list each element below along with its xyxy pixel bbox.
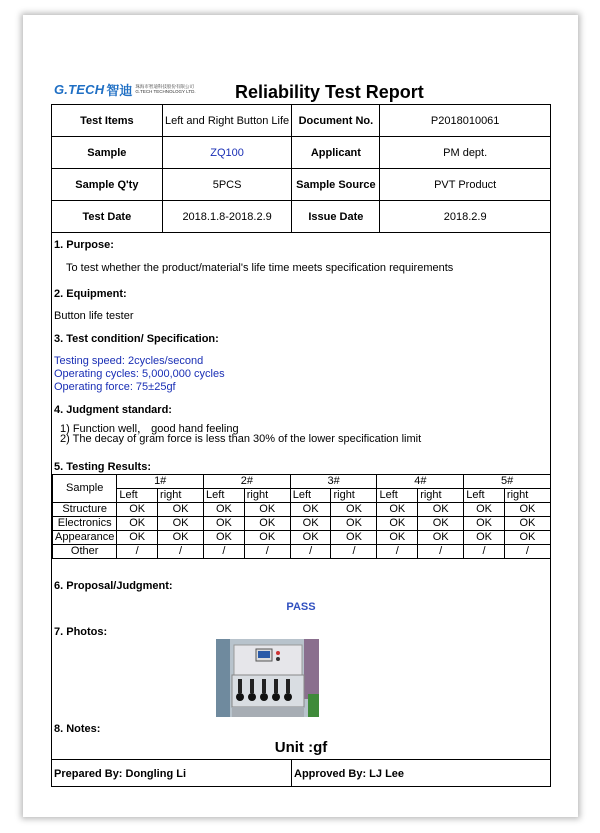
logo-name: G.TECH (54, 81, 105, 97)
photos-heading: 7. Photos: (54, 626, 108, 638)
result-cell: OK (158, 503, 204, 517)
results-side-row (53, 489, 551, 503)
result-cell: OK (377, 517, 418, 531)
sample-number: 4# (377, 475, 464, 489)
results-row (53, 531, 551, 545)
result-cell: / (418, 545, 464, 559)
approved-by: Approved By: LJ Lee (294, 768, 405, 780)
equipment-heading: 2. Equipment: (54, 288, 127, 300)
side-label: Left (377, 489, 418, 503)
header-row (52, 201, 551, 233)
side-label: right (331, 489, 377, 503)
header-value: ZQ100 (162, 137, 292, 169)
side-label: right (244, 489, 290, 503)
header-value: 2018.1.8-2018.2.9 (162, 201, 292, 233)
result-cell: OK (418, 503, 464, 517)
side-label: Left (290, 489, 331, 503)
tester-photo (216, 639, 319, 717)
header-label: Sample Q'ty (52, 169, 163, 201)
header-label: Document No. (292, 105, 380, 137)
row-label: Other (53, 545, 117, 559)
result-cell: OK (204, 503, 245, 517)
sample-number: 2# (204, 475, 291, 489)
result-cell: OK (244, 517, 290, 531)
company-logo (54, 82, 196, 96)
result-cell: OK (204, 531, 245, 545)
judgment-line: 2) The decay of gram force is less than 30% of the lower specification limit (60, 433, 422, 445)
result-cell: OK (244, 503, 290, 517)
result-cell: OK (290, 503, 331, 517)
proposal-heading: 6. Proposal/Judgment: (54, 580, 173, 592)
header-value: 5PCS (162, 169, 292, 201)
result-cell: OK (117, 503, 158, 517)
result-cell: OK (158, 517, 204, 531)
sample-number: 1# (117, 475, 204, 489)
header-row (52, 105, 551, 137)
header-table (51, 104, 551, 233)
pass-result: PASS (286, 601, 316, 613)
result-cell: OK (204, 517, 245, 531)
header-label: Sample (52, 137, 163, 169)
logo-subtitle: 珠海市智迪科技股份有限公司 G.TECH TECHNOLOGY LTD. (135, 84, 196, 94)
prepared-by: Prepared By: Dongling Li (54, 768, 187, 780)
result-cell: OK (418, 517, 464, 531)
result-cell: / (158, 545, 204, 559)
sample-number: 3# (290, 475, 377, 489)
result-cell: OK (377, 531, 418, 545)
results-heading: 5. Testing Results: (54, 461, 151, 473)
row-label: Electronics (53, 517, 117, 531)
results-row (53, 517, 551, 531)
header-label: Test Items (52, 105, 163, 137)
result-cell: OK (504, 531, 550, 545)
header-value: 2018.2.9 (380, 201, 551, 233)
result-cell: OK (464, 531, 505, 545)
result-cell: / (244, 545, 290, 559)
purpose-text: To test whether the product/material's life time meets specification requirements (66, 262, 454, 274)
logo-mark: 智迪 (106, 82, 133, 98)
result-cell: / (464, 545, 505, 559)
row-label: Structure (53, 503, 117, 517)
header-row (52, 169, 551, 201)
footer-divider (51, 759, 551, 760)
header-value: P2018010061 (380, 105, 551, 137)
result-cell: / (377, 545, 418, 559)
header-row (52, 137, 551, 169)
result-cell: OK (504, 517, 550, 531)
result-cell: OK (290, 531, 331, 545)
report-title: Reliability Test Report (235, 82, 424, 102)
result-cell: OK (464, 517, 505, 531)
result-cell: OK (117, 517, 158, 531)
results-row (53, 503, 551, 517)
result-cell: / (331, 545, 377, 559)
result-cell: / (204, 545, 245, 559)
header-label: Applicant (292, 137, 380, 169)
side-label: right (418, 489, 464, 503)
condition-line: Testing speed: 2cycles/second (54, 355, 204, 367)
side-label: Left (204, 489, 245, 503)
result-cell: OK (504, 503, 550, 517)
button-life-tester-image (216, 639, 319, 717)
header-label: Sample Source (292, 169, 380, 201)
result-cell: OK (244, 531, 290, 545)
result-cell: / (117, 545, 158, 559)
judgment-line: 1) Function well， good hand feeling (60, 423, 239, 435)
header-value: PM dept. (380, 137, 551, 169)
result-cell: OK (418, 531, 464, 545)
side-label: Left (117, 489, 158, 503)
result-cell: OK (464, 503, 505, 517)
results-sample-row (53, 475, 551, 489)
purpose-heading: 1. Purpose: (54, 239, 114, 251)
side-label: right (504, 489, 550, 503)
result-cell: OK (377, 503, 418, 517)
result-cell: OK (290, 517, 331, 531)
condition-line: Operating cycles: 5,000,000 cycles (54, 368, 225, 380)
result-cell: OK (331, 517, 377, 531)
equipment-text: Button life tester (54, 310, 134, 322)
side-label: Left (464, 489, 505, 503)
results-row (53, 545, 551, 559)
judgment-heading: 4. Judgment standard: (54, 404, 172, 416)
header-label: Test Date (52, 201, 163, 233)
header-value: PVT Product (380, 169, 551, 201)
footer-separator (291, 759, 292, 787)
header-value: Left and Right Button Life (162, 105, 292, 137)
result-cell: OK (158, 531, 204, 545)
result-cell: OK (117, 531, 158, 545)
result-cell: / (504, 545, 550, 559)
notes-heading: 8. Notes: (54, 723, 101, 735)
result-cell: OK (331, 503, 377, 517)
row-label: Appearance (53, 531, 117, 545)
header-label: Issue Date (292, 201, 380, 233)
sample-label: Sample (53, 475, 117, 503)
condition-heading: 3. Test condition/ Specification: (54, 333, 219, 345)
results-table (52, 474, 551, 559)
result-cell: / (290, 545, 331, 559)
result-cell: OK (331, 531, 377, 545)
side-label: right (158, 489, 204, 503)
condition-line: Operating force: 75±25gf (54, 381, 176, 393)
sample-number: 5# (464, 475, 551, 489)
unit-label: Unit :gf (274, 739, 328, 756)
